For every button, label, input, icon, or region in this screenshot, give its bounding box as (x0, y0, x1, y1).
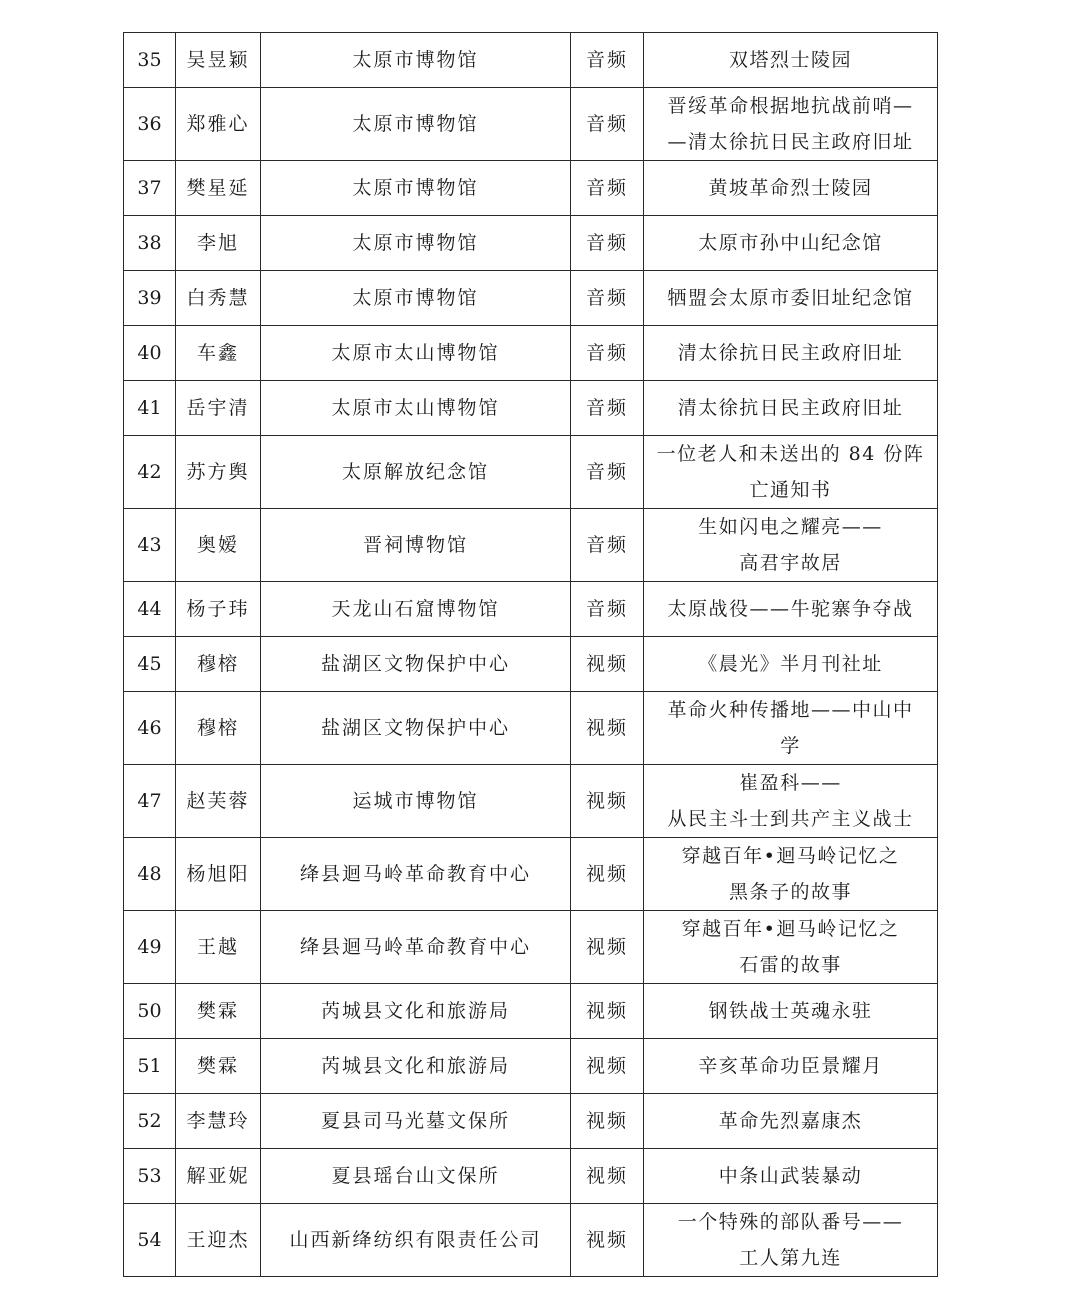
table-row (124, 1149, 938, 1204)
row-number: 49 (124, 911, 176, 984)
row-unit: 夏县司马光墓文保所 (261, 1094, 571, 1149)
row-type: 视频 (571, 911, 644, 984)
row-name: 王越 (176, 911, 261, 984)
row-title-line: 《晨光》半月刊社址 (698, 653, 883, 675)
row-type: 视频 (571, 1039, 644, 1094)
row-name: 郑雅心 (176, 88, 261, 161)
table-row (124, 161, 938, 216)
table-row (124, 381, 938, 436)
row-type: 视频 (571, 637, 644, 692)
row-title-line: 辛亥革命功臣景耀月 (698, 1055, 883, 1077)
row-title-line: 高君宇故居 (739, 552, 842, 574)
row-type: 音频 (571, 326, 644, 381)
row-unit: 晋祠博物馆 (261, 509, 571, 582)
row-number: 54 (124, 1204, 176, 1277)
row-unit: 太原市博物馆 (261, 216, 571, 271)
row-title (644, 692, 938, 765)
row-type: 音频 (571, 161, 644, 216)
row-name: 杨旭阳 (176, 838, 261, 911)
table-row (124, 271, 938, 326)
row-title (644, 582, 938, 637)
row-unit: 太原市博物馆 (261, 271, 571, 326)
row-title-line: 学 (780, 735, 801, 757)
row-title (644, 161, 938, 216)
table-row (124, 911, 938, 984)
row-unit: 运城市博物馆 (261, 765, 571, 838)
row-unit: 天龙山石窟博物馆 (261, 582, 571, 637)
row-type: 音频 (571, 271, 644, 326)
row-title (644, 765, 938, 838)
table-row (124, 436, 938, 509)
row-number: 51 (124, 1039, 176, 1094)
row-name: 杨子玮 (176, 582, 261, 637)
row-title-line: 革命先烈嘉康杰 (718, 1110, 863, 1132)
row-number: 45 (124, 637, 176, 692)
row-title (644, 838, 938, 911)
row-type: 音频 (571, 216, 644, 271)
row-number: 37 (124, 161, 176, 216)
table-row (124, 216, 938, 271)
row-title-line: 石雷的故事 (739, 954, 842, 976)
row-title (644, 1094, 938, 1149)
table-row (124, 582, 938, 637)
row-number: 35 (124, 33, 176, 88)
row-name: 穆榕 (176, 637, 261, 692)
table-row (124, 692, 938, 765)
row-name: 李旭 (176, 216, 261, 271)
row-title-line: 黑条子的故事 (728, 881, 852, 903)
row-name: 解亚妮 (176, 1149, 261, 1204)
row-type: 视频 (571, 1204, 644, 1277)
row-title-line: —清太徐抗日民主政府旧址 (667, 131, 914, 153)
row-unit: 芮城县文化和旅游局 (261, 1039, 571, 1094)
row-title (644, 33, 938, 88)
row-number: 44 (124, 582, 176, 637)
table-row (124, 33, 938, 88)
row-unit: 山西新绛纺织有限责任公司 (261, 1204, 571, 1277)
row-name: 王迎杰 (176, 1204, 261, 1277)
row-title-line: 牺盟会太原市委旧址纪念馆 (667, 287, 914, 309)
row-number: 36 (124, 88, 176, 161)
row-title (644, 1039, 938, 1094)
table-row (124, 1039, 938, 1094)
row-title (644, 271, 938, 326)
table-row (124, 509, 938, 582)
row-type: 视频 (571, 765, 644, 838)
row-title-line: 亡通知书 (749, 479, 832, 501)
row-title-line: 崔盈科—— (739, 772, 842, 794)
row-name: 赵芙蓉 (176, 765, 261, 838)
row-number: 41 (124, 381, 176, 436)
row-type: 视频 (571, 1094, 644, 1149)
row-title-line: 晋绥革命根据地抗战前哨— (667, 95, 914, 117)
row-unit: 太原市博物馆 (261, 88, 571, 161)
row-type: 视频 (571, 984, 644, 1039)
row-number: 52 (124, 1094, 176, 1149)
row-name: 白秀慧 (176, 271, 261, 326)
row-title (644, 637, 938, 692)
row-name: 岳宇清 (176, 381, 261, 436)
row-unit: 绛县迴马岭革命教育中心 (261, 838, 571, 911)
row-number: 39 (124, 271, 176, 326)
row-title-line: 清太徐抗日民主政府旧址 (677, 397, 904, 419)
row-title (644, 509, 938, 582)
row-title (644, 911, 938, 984)
row-title (644, 1149, 938, 1204)
row-type: 音频 (571, 381, 644, 436)
row-title-line: 双塔烈士陵园 (728, 49, 852, 71)
row-title (644, 381, 938, 436)
row-unit: 盐湖区文物保护中心 (261, 637, 571, 692)
row-title-line: 工人第九连 (739, 1247, 842, 1269)
row-title (644, 326, 938, 381)
row-name: 车鑫 (176, 326, 261, 381)
row-title (644, 436, 938, 509)
results-table (123, 32, 938, 1277)
row-type: 音频 (571, 88, 644, 161)
row-type: 音频 (571, 509, 644, 582)
row-title-line: 一个特殊的部队番号—— (677, 1211, 904, 1233)
row-type: 音频 (571, 33, 644, 88)
row-type: 视频 (571, 838, 644, 911)
row-number: 40 (124, 326, 176, 381)
table-row (124, 838, 938, 911)
row-unit: 盐湖区文物保护中心 (261, 692, 571, 765)
row-title-line: 中条山武装暴动 (718, 1165, 863, 1187)
table-row (124, 88, 938, 161)
row-unit: 夏县瑶台山文保所 (261, 1149, 571, 1204)
row-unit: 太原市博物馆 (261, 33, 571, 88)
row-name: 穆榕 (176, 692, 261, 765)
table-row (124, 1094, 938, 1149)
row-name: 樊霖 (176, 1039, 261, 1094)
row-name: 吴昱颖 (176, 33, 261, 88)
row-number: 50 (124, 984, 176, 1039)
row-type: 视频 (571, 692, 644, 765)
table-row (124, 984, 938, 1039)
row-title-line: 太原战役——牛驼寨争夺战 (667, 598, 914, 620)
row-unit: 绛县迴马岭革命教育中心 (261, 911, 571, 984)
row-title (644, 216, 938, 271)
row-number: 38 (124, 216, 176, 271)
row-title-line: 穿越百年•迴马岭记忆之 (681, 918, 900, 940)
table-row (124, 637, 938, 692)
row-title-line: 黄坡革命烈士陵园 (708, 177, 873, 199)
row-name: 李慧玲 (176, 1094, 261, 1149)
row-title-line: 穿越百年•迴马岭记忆之 (681, 845, 900, 867)
row-name: 奥嫒 (176, 509, 261, 582)
row-title-line: 从民主斗士到共产主义战士 (667, 808, 914, 830)
table-row (124, 1204, 938, 1277)
row-title-line: 革命火种传播地——中山中 (667, 699, 914, 721)
row-title-line: 太原市孙中山纪念馆 (698, 232, 883, 254)
row-title-line: 钢铁战士英魂永驻 (708, 1000, 873, 1022)
row-number: 46 (124, 692, 176, 765)
row-unit: 太原解放纪念馆 (261, 436, 571, 509)
row-unit: 芮城县文化和旅游局 (261, 984, 571, 1039)
row-number: 53 (124, 1149, 176, 1204)
row-number: 43 (124, 509, 176, 582)
row-name: 樊星延 (176, 161, 261, 216)
row-title (644, 984, 938, 1039)
row-title-line: 一位老人和未送出的 84 份阵 (656, 443, 925, 465)
row-unit: 太原市太山博物馆 (261, 326, 571, 381)
row-unit: 太原市太山博物馆 (261, 381, 571, 436)
row-title-line: 生如闪电之耀亮—— (698, 516, 883, 538)
row-title (644, 1204, 938, 1277)
row-name: 苏方舆 (176, 436, 261, 509)
row-name: 樊霖 (176, 984, 261, 1039)
row-type: 音频 (571, 582, 644, 637)
row-type: 视频 (571, 1149, 644, 1204)
row-number: 47 (124, 765, 176, 838)
table-row (124, 765, 938, 838)
row-title-line: 清太徐抗日民主政府旧址 (677, 342, 904, 364)
row-unit: 太原市博物馆 (261, 161, 571, 216)
table-row (124, 326, 938, 381)
row-type: 音频 (571, 436, 644, 509)
row-number: 48 (124, 838, 176, 911)
row-number: 42 (124, 436, 176, 509)
row-title (644, 88, 938, 161)
